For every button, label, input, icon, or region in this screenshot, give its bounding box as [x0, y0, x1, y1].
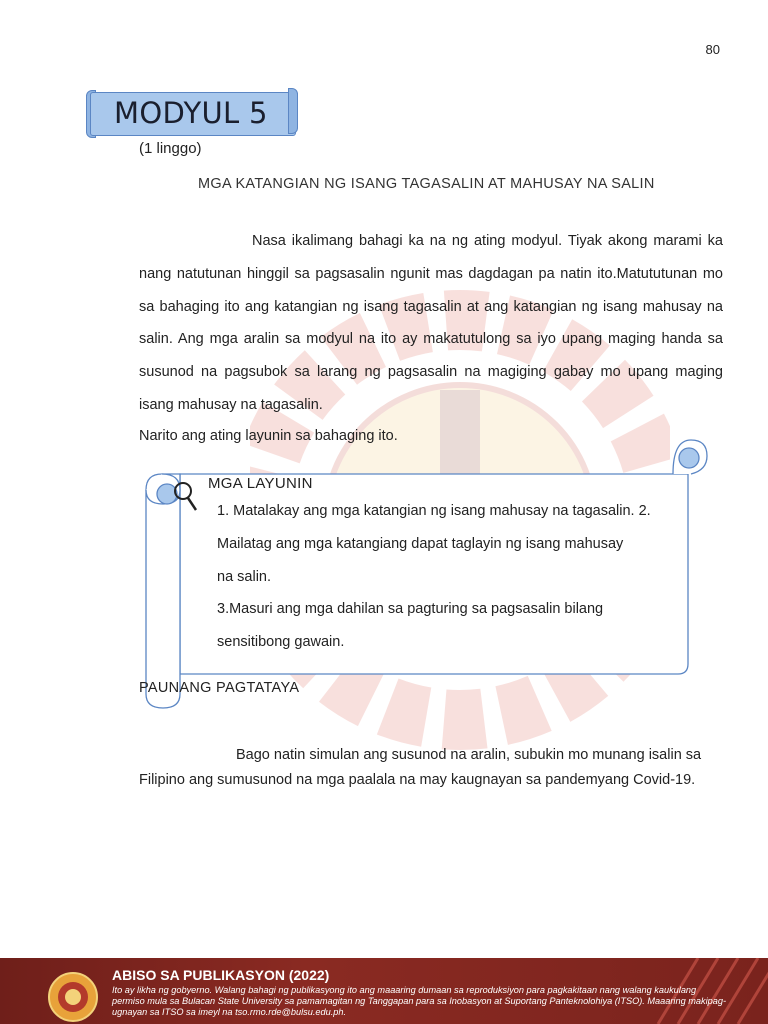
university-seal-logo — [48, 972, 98, 1022]
objective-line: Mailatag ang mga katangiang dapat taglayin ng isang mahusay — [217, 536, 624, 552]
objectives-title: MGA LAYUNIN — [208, 475, 313, 492]
goals-intro: Narito ang ating layunin sa bahaging ito. — [139, 428, 398, 444]
objective-line: 3.Masuri ang mga dahilan sa pagturing sa pagsasalin bilang — [217, 601, 604, 617]
module-duration: (1 linggo) — [139, 140, 202, 157]
module-banner — [86, 88, 298, 138]
intro-paragraph: Nasa ikalimang bahagi ka na ng ating modyul. Tiyak akong marami ka nang natutunan hinggil sa pagsasalin ngunit mas dagdagan pa natin ito.Matututunan mo sa bahaging ito ang katangian ng isang tagasalin at ang katangian ng isang mahusay na salin. Ang mga aralin sa modyul na ito ay makatutulong sa iyo upang maging handa sa susunod na pagsubok sa larang ng pagsasalin na magiging gabay mo upang maging isang mahusay na tagasalin. — [139, 233, 723, 413]
page-number: 80 — [705, 42, 720, 57]
objective-line: 1. Matalakay ang mga katangian ng isang mahusay na tagasalin. 2. — [217, 503, 651, 519]
publication-notice-footer — [0, 958, 768, 1024]
objective-line: na salin. — [217, 569, 272, 585]
objective-line: sensitibong gawain. — [217, 634, 345, 650]
module-heading: MGA KATANGIAN NG ISANG TAGASALIN AT MAHUSAY NA SALIN — [198, 176, 655, 192]
magnifier-icon — [172, 480, 198, 512]
pretest-paragraph: Bago natin simulan ang susunod na aralin, subukin mo munang isalin sa Filipino ang sumusunod na mga paalala na may kaugnayan sa pandemyang Covid-19. — [139, 747, 702, 788]
footer-body: Ito ay likha ng gobyerno. Walang bahagi ng publikasyong ito ang maaaring dumaan sa reproduksiyon para pagkakitaan nang walang kaukulang permiso mula sa Bulacan State University sa pamamagitan ng Tanggapan para sa Inobasyon at Suportang Panteknolohiya (ITSO). Maaaring makipag-ugnayan sa ITSO sa imeyl na tso.rmo.rde@bulsu.edu.ph. — [112, 985, 727, 1017]
pretest-title: PAUNANG PAGTATAYA — [139, 680, 300, 696]
module-title: MODYUL 5 — [114, 96, 268, 130]
footer-title: ABISO SA PUBLIKASYON (2022) — [112, 967, 330, 983]
